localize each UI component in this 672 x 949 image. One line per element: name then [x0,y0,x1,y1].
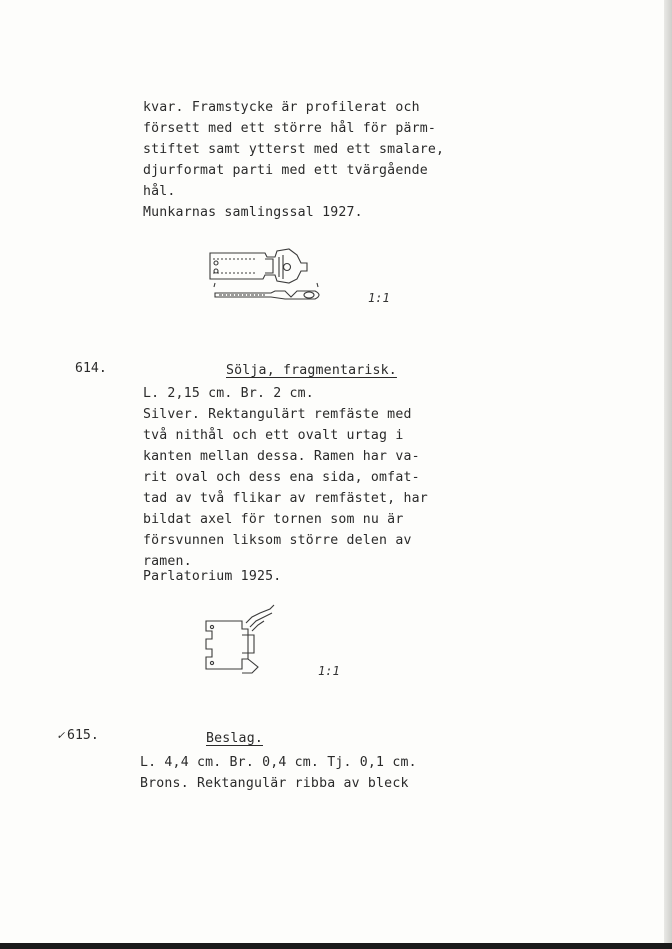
page-bottom-edge [0,943,672,949]
entry-title: Sölja, fragmentarisk. [226,363,397,378]
text-line: bildat axel för tornen som nu är [143,512,404,527]
text-line: djurformat parti med ett tvärgående [143,163,428,178]
text-line: försvunnen liksom större delen av [143,533,412,548]
scale-label: 1:1 [368,291,390,305]
text-line: L. 2,15 cm. Br. 2 cm. [143,386,314,401]
page-edge [664,0,672,949]
text-line: tad av två flikar av remfästet, har [143,491,428,506]
catalog-number: 614. [75,361,107,376]
text-line: två nithål och ett ovalt urtag i [143,428,404,443]
text-line: hål. [143,184,176,199]
text-line: stiftet samt ytterst med ett smalare, [143,142,445,157]
text-line: Munkarnas samlingssal 1927. [143,205,363,220]
text-line: rit oval och dess ena sida, omfat- [143,470,420,485]
text-line: L. 4,4 cm. Br. 0,4 cm. Tj. 0,1 cm. [140,755,417,770]
check-mark: ✓ [57,728,65,742]
catalog-number: 615. [67,728,99,743]
clasp-sketch [205,245,325,307]
entry-title: Beslag. [206,731,263,746]
text-line: försett med ett större hål för pärm- [143,121,437,136]
scale-label: 1:1 [318,664,340,678]
text-line: Parlatorium 1925. [143,569,282,584]
text-line: kanten mellan dessa. Ramen har va- [143,449,420,464]
text-line: Silver. Rektangulärt remfäste med [143,407,412,422]
text-line: ramen. [143,554,192,569]
text-line: kvar. Framstycke är profilerat och [143,100,420,115]
buckle-sketch [198,603,278,679]
text-line: Brons. Rektangulär ribba av bleck [140,776,409,791]
